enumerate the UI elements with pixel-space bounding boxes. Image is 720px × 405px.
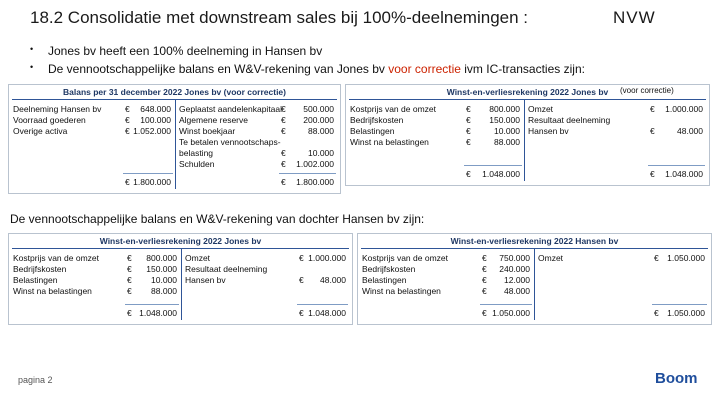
sheet-title: Winst-en-verliesrekening 2022 Hansen bv <box>450 236 619 246</box>
row-label: Belastingen <box>362 275 407 285</box>
currency-symbol: € <box>466 126 471 136</box>
bullet-item <box>30 44 680 58</box>
row-label: Winst na belastingen <box>350 137 429 147</box>
total-rule <box>464 165 522 166</box>
total-rule <box>480 304 532 305</box>
total-value: 1.800.000 <box>296 177 334 187</box>
subheading: De vennootschappelijke balans en W&V-rekening van dochter Hansen bv zijn: <box>10 212 425 226</box>
total-rule <box>648 165 705 166</box>
currency-symbol: € <box>281 177 286 187</box>
voor-correctie-note: (voor correctie) <box>620 86 674 95</box>
row-label: Resultaat deelneming <box>528 115 611 125</box>
currency-symbol: € <box>482 275 487 285</box>
row-value: 200.000 <box>303 115 334 125</box>
currency-symbol: € <box>127 275 132 285</box>
currency-symbol: € <box>299 308 304 318</box>
row-value: 88.000 <box>308 126 334 136</box>
row-value: 500.000 <box>303 104 334 114</box>
row-label: belasting <box>179 148 214 158</box>
currency-symbol: € <box>482 264 487 274</box>
sheet-title: Balans per 31 december 2022 Jones bv (voor correctie) <box>63 87 286 97</box>
row-value: 12.000 <box>504 275 530 285</box>
row-value: 88.000 <box>151 286 177 296</box>
currency-symbol: € <box>281 159 286 169</box>
bullet-text: ivm IC-transacties zijn: <box>460 62 585 76</box>
row-label: Omzet <box>538 253 564 263</box>
total-rule <box>125 304 179 305</box>
row-label: Schulden <box>179 159 215 169</box>
balance-sheet-jones <box>8 84 341 194</box>
currency-symbol: € <box>482 286 487 296</box>
income-statement-jones-top <box>345 84 710 186</box>
row-value: 100.000 <box>140 115 171 125</box>
currency-symbol: € <box>127 264 132 274</box>
total-rule <box>123 173 173 174</box>
row-label: Belastingen <box>13 275 58 285</box>
sheet-title: Winst-en-verliesrekening 2022 Jones bv <box>446 87 609 97</box>
sheet-title: Winst-en-verliesrekening 2022 Jones bv <box>99 236 262 246</box>
currency-symbol: € <box>482 253 487 263</box>
income-statement-jones-bottom <box>8 233 353 325</box>
row-label: Geplaatst aandelenkapitaal <box>179 104 283 114</box>
row-label: Hansen bv <box>185 275 226 285</box>
currency-symbol: € <box>281 148 286 158</box>
total-value: 1.800.000 <box>133 177 171 187</box>
row-label: Overige activa <box>13 126 68 136</box>
row-value: 1.002.000 <box>296 159 334 169</box>
row-label: Hansen bv <box>528 126 569 136</box>
row-value: 10.000 <box>308 148 334 158</box>
total-rule <box>279 173 336 174</box>
row-value: 48.000 <box>677 126 703 136</box>
row-label: Winst na belastingen <box>362 286 441 296</box>
slide-title: 18.2 Consolidatie met downstream sales bij 100%-deelnemingen : <box>30 8 529 27</box>
row-label: Bedrijfskosten <box>362 264 416 274</box>
currency-symbol: € <box>299 253 304 263</box>
row-label: Resultaat deelneming <box>185 264 268 274</box>
currency-symbol: € <box>281 104 286 114</box>
currency-symbol: € <box>125 104 130 114</box>
currency-symbol: € <box>466 104 471 114</box>
row-value: 1.000.000 <box>665 104 703 114</box>
row-value: 800.000 <box>489 104 520 114</box>
row-label: Winst boekjaar <box>179 126 236 136</box>
row-value: 648.000 <box>140 104 171 114</box>
sheet-divider <box>181 248 182 320</box>
sheet-divider <box>175 99 176 189</box>
total-value: 1.050.000 <box>667 308 705 318</box>
voor-correctie-highlight: voor correctie <box>388 62 461 76</box>
row-label: Belastingen <box>350 126 395 136</box>
row-value: 10.000 <box>151 275 177 285</box>
currency-symbol: € <box>650 169 655 179</box>
row-label: Algemene reserve <box>179 115 248 125</box>
income-statement-hansen <box>357 233 712 325</box>
total-value: 1.048.000 <box>665 169 703 179</box>
currency-symbol: € <box>125 177 130 187</box>
bullet-text: De vennootschappelijke balans en W&V-rekening van Jones bv <box>48 62 389 76</box>
row-label: Omzet <box>528 104 554 114</box>
row-label: Kostprijs van de omzet <box>13 253 99 263</box>
slide-title-right: NVW <box>613 8 656 27</box>
currency-symbol: € <box>654 253 659 263</box>
row-label: Bedrijfskosten <box>350 115 404 125</box>
currency-symbol: € <box>125 126 130 136</box>
row-value: 1.050.000 <box>667 253 705 263</box>
bullet-text: Jones bv heeft een 100% deelneming in Hansen bv <box>48 44 323 58</box>
row-value: 240.000 <box>499 264 530 274</box>
currency-symbol: € <box>650 104 655 114</box>
row-value: 750.000 <box>499 253 530 263</box>
currency-symbol: € <box>650 126 655 136</box>
row-value: 10.000 <box>494 126 520 136</box>
total-value: 1.050.000 <box>492 308 530 318</box>
row-label: Bedrijfskosten <box>13 264 67 274</box>
currency-symbol: € <box>281 115 286 125</box>
row-label: Winst na belastingen <box>13 286 92 296</box>
total-value: 1.048.000 <box>482 169 520 179</box>
currency-symbol: € <box>127 308 132 318</box>
sheet-header-rule <box>349 99 706 100</box>
row-label: Voorraad goederen <box>13 115 86 125</box>
sheet-divider <box>524 99 525 181</box>
page-number: pagina 2 <box>18 375 53 385</box>
total-rule <box>652 304 707 305</box>
currency-symbol: € <box>299 275 304 285</box>
sheet-divider <box>534 248 535 320</box>
total-value: 1.048.000 <box>139 308 177 318</box>
currency-symbol: € <box>466 115 471 125</box>
row-value: 48.000 <box>504 286 530 296</box>
row-value: 48.000 <box>320 275 346 285</box>
row-label: Deelneming Hansen bv <box>13 104 102 114</box>
row-value: 1.052.000 <box>133 126 171 136</box>
bullet-marker: • <box>30 62 34 72</box>
row-value: 800.000 <box>146 253 177 263</box>
row-label: Kostprijs van de omzet <box>362 253 448 263</box>
row-label: Te betalen vennootschaps- <box>179 137 281 147</box>
currency-symbol: € <box>281 126 286 136</box>
currency-symbol: € <box>482 308 487 318</box>
currency-symbol: € <box>127 253 132 263</box>
currency-symbol: € <box>466 137 471 147</box>
row-label: Omzet <box>185 253 211 263</box>
total-value: 1.048.000 <box>308 308 346 318</box>
row-label: Kostprijs van de omzet <box>350 104 436 114</box>
row-value: 88.000 <box>494 137 520 147</box>
row-value: 150.000 <box>489 115 520 125</box>
row-value: 150.000 <box>146 264 177 274</box>
bullet-marker: • <box>30 44 34 54</box>
row-value: 1.000.000 <box>308 253 346 263</box>
currency-symbol: € <box>466 169 471 179</box>
boom-logo: Boom <box>655 370 698 387</box>
currency-symbol: € <box>125 115 130 125</box>
bullet-item <box>30 62 680 76</box>
currency-symbol: € <box>654 308 659 318</box>
currency-symbol: € <box>127 286 132 296</box>
total-rule <box>297 304 348 305</box>
